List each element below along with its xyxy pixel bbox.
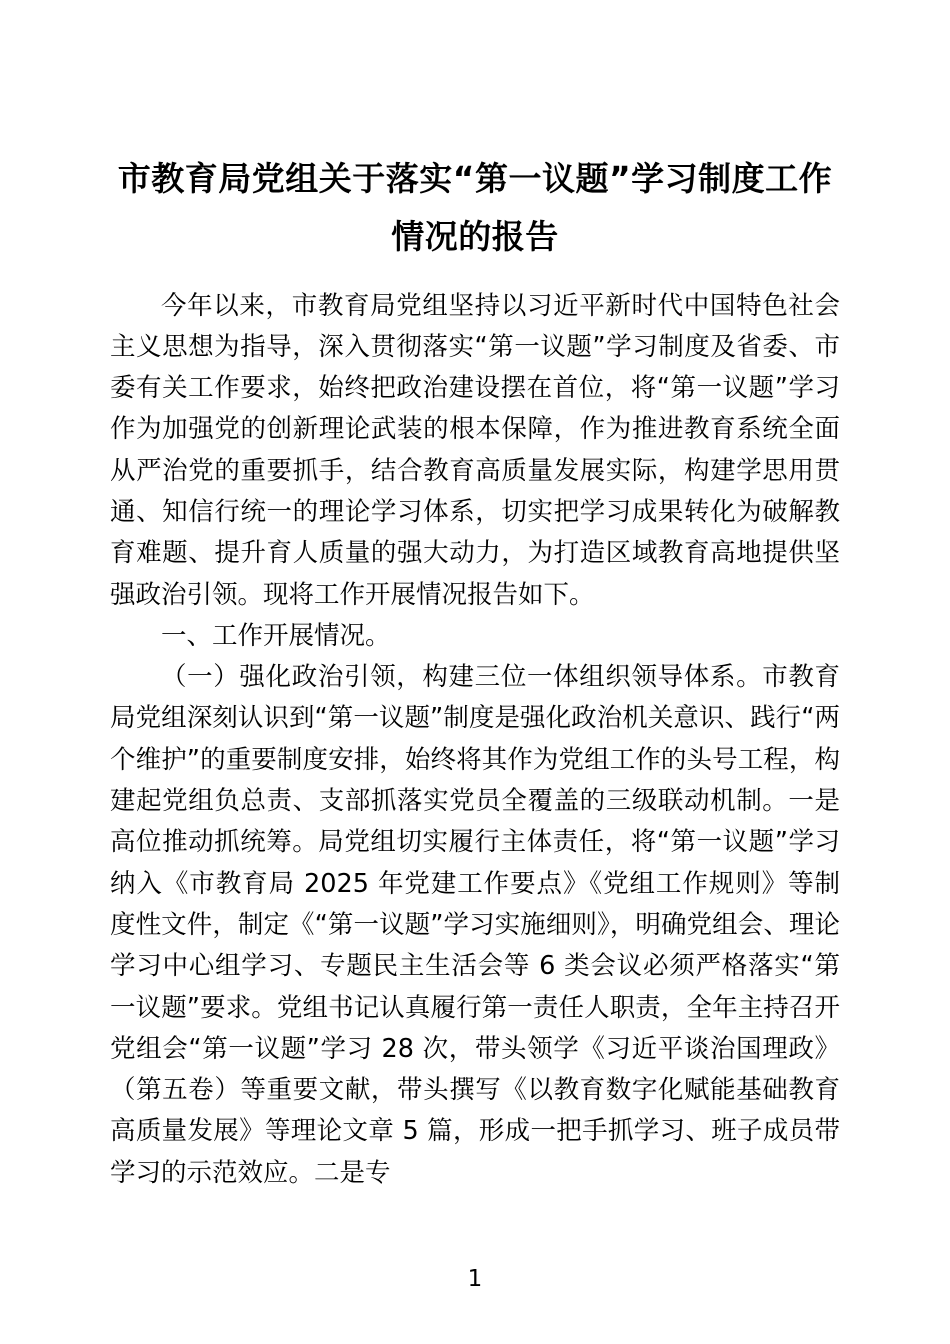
paragraph-2: 一、工作开展情况。 [161, 620, 391, 651]
page-number: 1 [467, 1266, 483, 1292]
document-body [110, 286, 840, 1195]
paragraph-1: 今年以来，市教育局党组坚持以习近平新时代中国特色社会主义思想为指导，深入贯彻落实“第一议题”学习制度及省委、市委有关工作要求，始终把政治建设摆在首位，将“第一议题”学习作为加强党的创新理论武装的根本保障，作为推进教育系统全面从严治党的重要抓手，结合教育高质量发展实际，构建学思用贯通、知信行统一的理论学习体系，切实把学习成果转化为破解教育难题、提升育人质量的强大动力，为打造区域教育高地提供坚强政治引领。现将工作开展情况报告如下。 [110, 290, 840, 610]
paragraph-3: （一）强化政治引领，构建三位一体组织领导体系。市教育局党组深刻认识到“第一议题”制度是强化政治机关意识、践行“两个维护”的重要制度安排，始终将其作为党组工作的头号工程，构建起党组负总责、支部抓落实党员全覆盖的三级联动机制。一是高位推动抓统筹。局党组切实履行主体责任，将“第一议题”学习纳入《市教育局 2025 年党建工作要点》《党组工作规则》等制度性文件，制定《“第一议题”学习实施细则》，明确党组会、理论学习中心组学习、专题民主生活会等 6 类会议必须严格落实“第一议题”要求。党组书记认真履行第一责任人职责，全年主持召开党组会“第一议题”学习 28 次，带头领学《习近平谈治国理政》（第五卷）等重要文献，带头撰写《以教育数字化赋能基础教育高质量发展》等理论文章 5 篇，形成一把手抓学习、班子成员带学习的示范效应。二是专 [110, 662, 840, 1188]
page-title: 市教育局党组关于落实“第一议题”学习制度工作情况的报告 [117, 159, 833, 256]
